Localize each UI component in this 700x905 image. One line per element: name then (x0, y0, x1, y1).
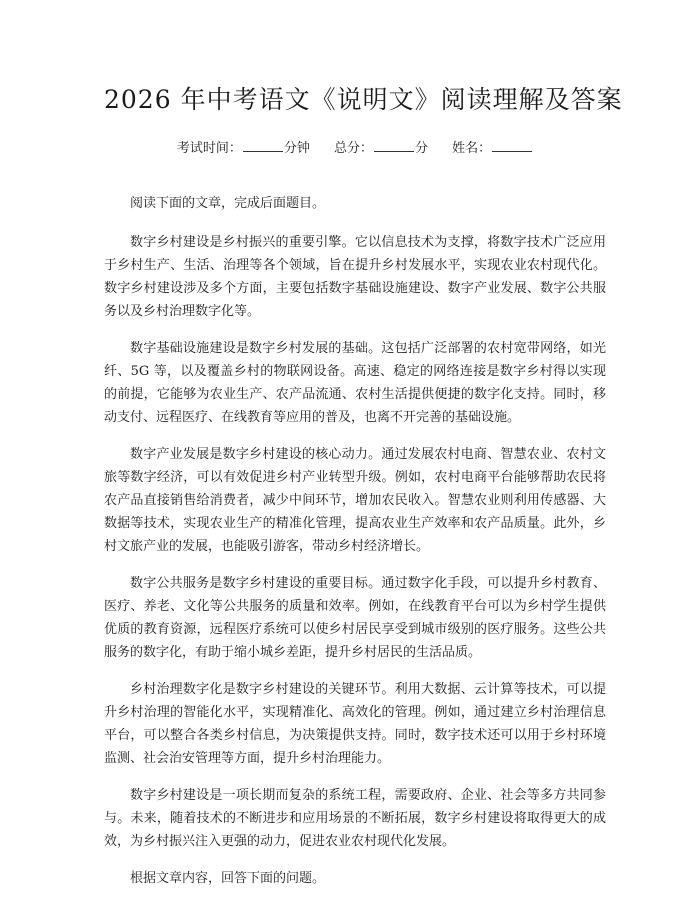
name-label: 姓名： (452, 141, 492, 156)
question-prompt: 根据文章内容，回答下面的问题。 (130, 871, 326, 886)
exam-info-line (104, 138, 606, 160)
paragraph-5: 乡村治理数字化是数字乡村建设的关键环节。利用大数据、云计算等技术，可以提升乡村治理的智能化水平，实现精准化、高效化的管理。例如，通过建立乡村治理信息平台，可以整合各类乡村信息，为决策提供支持。同时，数字技术还可以用于乡村环境监测、社会治安管理等方面，提升乡村治理能力。 (104, 682, 606, 766)
score-label: 总分： (333, 141, 373, 156)
time-label: 考试时间： (176, 141, 242, 156)
score-blank (374, 138, 414, 152)
paragraph-2: 数字基础设施建设是数字乡村发展的基础。这包括广泛部署的农村宽带网络，如光纤、5G 等，以及覆盖乡村的物联网设备。高速、稳定的网络连接是数字乡村得以实现的前提，它能够为农业生产、农产品流通、农村生活提供便捷的数字化支持。同时，移动支付、远程医疗、在线教育等应用的普及，也离不开完善的基础设施。 (104, 341, 606, 425)
score-unit: 分 (415, 141, 429, 156)
time-unit: 分钟 (283, 141, 310, 156)
name-blank (492, 138, 532, 152)
paragraph-6: 数字乡村建设是一项长期而复杂的系统工程，需要政府、企业、社会等多方共同参与。未来，随着技术的不断进步和应用场景的不断拓展，数字乡村建设将取得更大的成效，为乡村振兴注入更强的动力，促进农业农村现代化发展。 (104, 788, 606, 849)
time-blank (243, 138, 283, 152)
paragraph-3: 数字产业发展是数字乡村建设的核心动力。通过发展农村电商、智慧农业、农村文旅等数字经济，可以有效促进乡村产业转型升级。例如，农村电商平台能够帮助农民将农产品直接销售给消费者，减少中间环节，增加农民收入。智慧农业则利用传感器、大数据等技术，实现农业生产的精准化管理，提高农业生产效率和农产品质量。此外，乡村文旅产业的发展，也能吸引游客，带动乡村经济增长。 (104, 447, 606, 554)
exam-time (177, 141, 310, 156)
page-title: 2026 年中考语文《说明文》阅读理解及答案 (104, 85, 623, 114)
exam-name (452, 141, 533, 156)
instructions: 阅读下面的文章，完成后面题目。 (130, 196, 326, 211)
paragraph-1: 数字乡村建设是乡村振兴的重要引擎。它以信息技术为支撑，将数字技术广泛应用于乡村生产、生活、治理等各个领域，旨在提升乡村发展水平，实现农业农村现代化。数字乡村建设涉及多个方面，主要包括数字基础设施建设、数字产业发展、数字公共服务以及乡村治理数字化等。 (104, 235, 606, 319)
exam-score (334, 141, 428, 156)
paragraph-4: 数字公共服务是数字乡村建设的重要目标。通过数字化手段，可以提升乡村教育、医疗、养老、文化等公共服务的质量和效率。例如，在线教育平台可以为乡村学生提供优质的教育资源，远程医疗系统可以使乡村居民享受到城市级别的医疗服务。这些公共服务的数字化，有助于缩小城乡差距，提升乡村居民的生活品质。 (104, 576, 606, 660)
